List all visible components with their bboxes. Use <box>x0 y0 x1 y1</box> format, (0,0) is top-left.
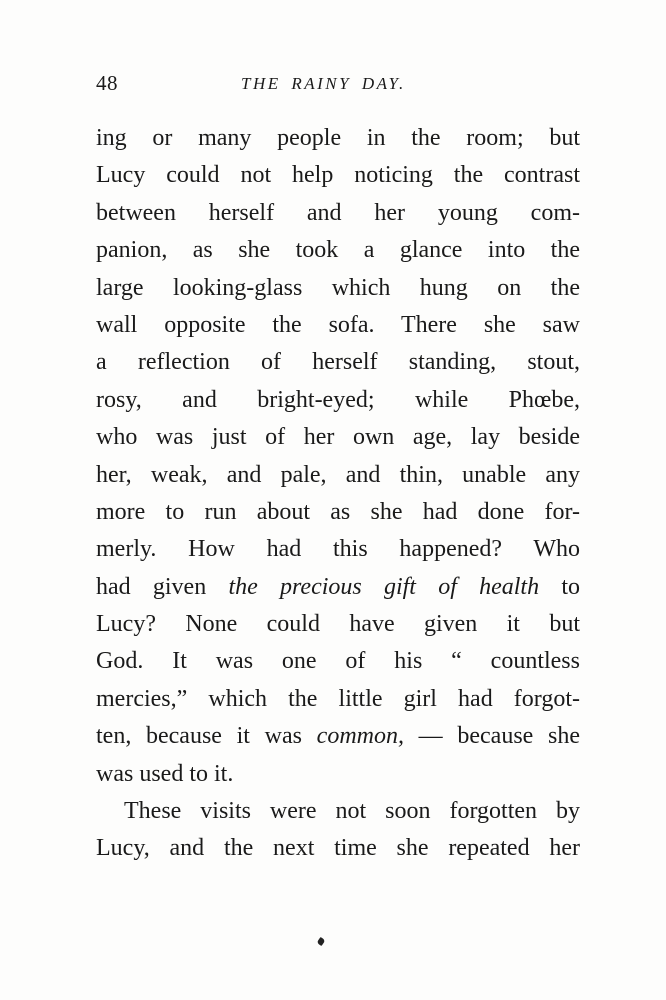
text-line: more to run about as she had done for- <box>96 498 580 525</box>
text-run: had given <box>96 573 229 600</box>
italic-phrase: the precious gift of health <box>228 573 540 600</box>
text-line: God. It was one of his “ countless <box>96 648 580 675</box>
text-line: Lucy could not help noticing the contrast <box>96 162 580 189</box>
text-line: was used to it. <box>96 760 234 787</box>
ink-speck <box>317 937 326 946</box>
paragraph <box>96 793 580 868</box>
page-number: 48 <box>96 71 118 95</box>
italic-word: common, <box>316 723 404 750</box>
paragraph <box>96 120 580 793</box>
text-line: Lucy, and the next time she repeated her <box>96 835 580 862</box>
text-line: Lucy? None could have given it but <box>96 611 580 638</box>
text-line: panion, as she took a glance into the <box>96 237 580 264</box>
text-line: rosy, and bright-eyed; while Phœbe, <box>96 386 580 413</box>
text-run: — because she <box>404 723 580 750</box>
running-head: THE RAINY DAY. <box>241 74 406 93</box>
text-run: ten, because it was <box>96 723 317 750</box>
text-line: her, weak, and pale, and thin, unable any <box>96 461 580 488</box>
text-run: to <box>539 573 580 600</box>
text-line: merly. How had this happened? Who <box>96 536 580 563</box>
text-line: mercies,” which the little girl had forgot- <box>96 685 580 712</box>
text-line-with-italic <box>96 569 580 606</box>
text-line-with-italic <box>96 718 580 755</box>
body-text <box>96 120 580 868</box>
text-line: who was just of her own age, lay beside <box>96 424 580 451</box>
text-line: between herself and her young com- <box>96 199 580 226</box>
text-line: large looking-glass which hung on the <box>96 274 580 301</box>
text-line: ing or many people in the room; but <box>96 125 580 151</box>
page-header <box>96 68 584 98</box>
text-line: wall opposite the sofa. There she saw <box>96 311 580 338</box>
text-line: a reflection of herself standing, stout, <box>96 349 580 376</box>
text-line: These visits were not soon forgotten by <box>124 798 580 825</box>
